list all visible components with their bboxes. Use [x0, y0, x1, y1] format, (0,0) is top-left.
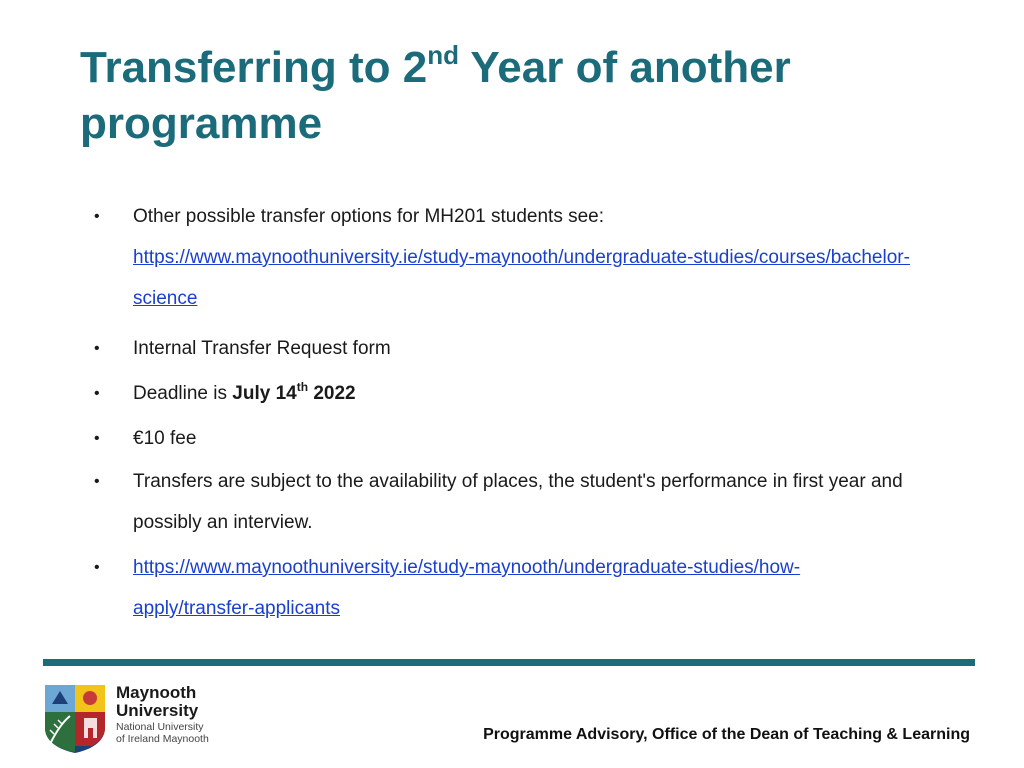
bullet-item-how-apply-link [90, 547, 910, 629]
bullet-icon: • [94, 559, 100, 576]
bullet-icon: • [94, 430, 100, 447]
deadline-prefix: Deadline is [133, 383, 233, 404]
logo-sub-line1: National University [116, 721, 204, 733]
logo-name-line1: Maynooth [116, 683, 197, 702]
bullet-item-transfer-form [90, 328, 910, 369]
bullet-list [90, 196, 910, 629]
bullet-text: Transfers are subject to the availability of places, the student's performance in first year and possibly an interview. [133, 471, 903, 533]
deadline-date-superscript: th [296, 380, 309, 394]
logo-sub-line2: of Ireland Maynooth [116, 733, 209, 745]
bullet-icon: • [94, 208, 100, 225]
university-crest-icon [44, 684, 106, 754]
transfer-applicants-link[interactable]: https://www.maynoothuniversity.ie/study-maynooth/undergraduate-studies/how-apply/transfer-applicants [133, 557, 801, 619]
title-superscript: nd [427, 40, 459, 70]
bullet-item-conditions [90, 461, 910, 543]
title-part1: Transferring to 2 [80, 43, 428, 92]
bullet-text: Internal Transfer Request form [133, 338, 391, 359]
bullet-text: Other possible transfer options for MH201 students see: [133, 206, 605, 227]
deadline-year: 2022 [308, 383, 356, 404]
bullet-item-deadline [90, 373, 910, 414]
logo-wordmark [116, 684, 216, 745]
bullet-text: €10 fee [133, 428, 197, 449]
title-part2: Year of another programme [80, 43, 791, 148]
footer-text: Programme Advisory, Office of the Dean of Teaching & Learning [483, 726, 970, 743]
bullet-icon: • [94, 473, 100, 490]
slide-title [80, 40, 960, 152]
footer-divider [43, 659, 975, 666]
bachelor-science-link[interactable]: https://www.maynoothuniversity.ie/study-maynooth/undergraduate-studies/courses/bachelor-science [133, 247, 910, 309]
logo-name-line2: University [116, 701, 199, 720]
university-logo [44, 684, 214, 756]
bullet-icon: • [94, 385, 100, 402]
bullet-item-fee [90, 418, 910, 459]
bullet-item-transfer-options [90, 196, 910, 319]
deadline-date: July 14 [232, 383, 297, 404]
bullet-icon: • [94, 340, 100, 357]
